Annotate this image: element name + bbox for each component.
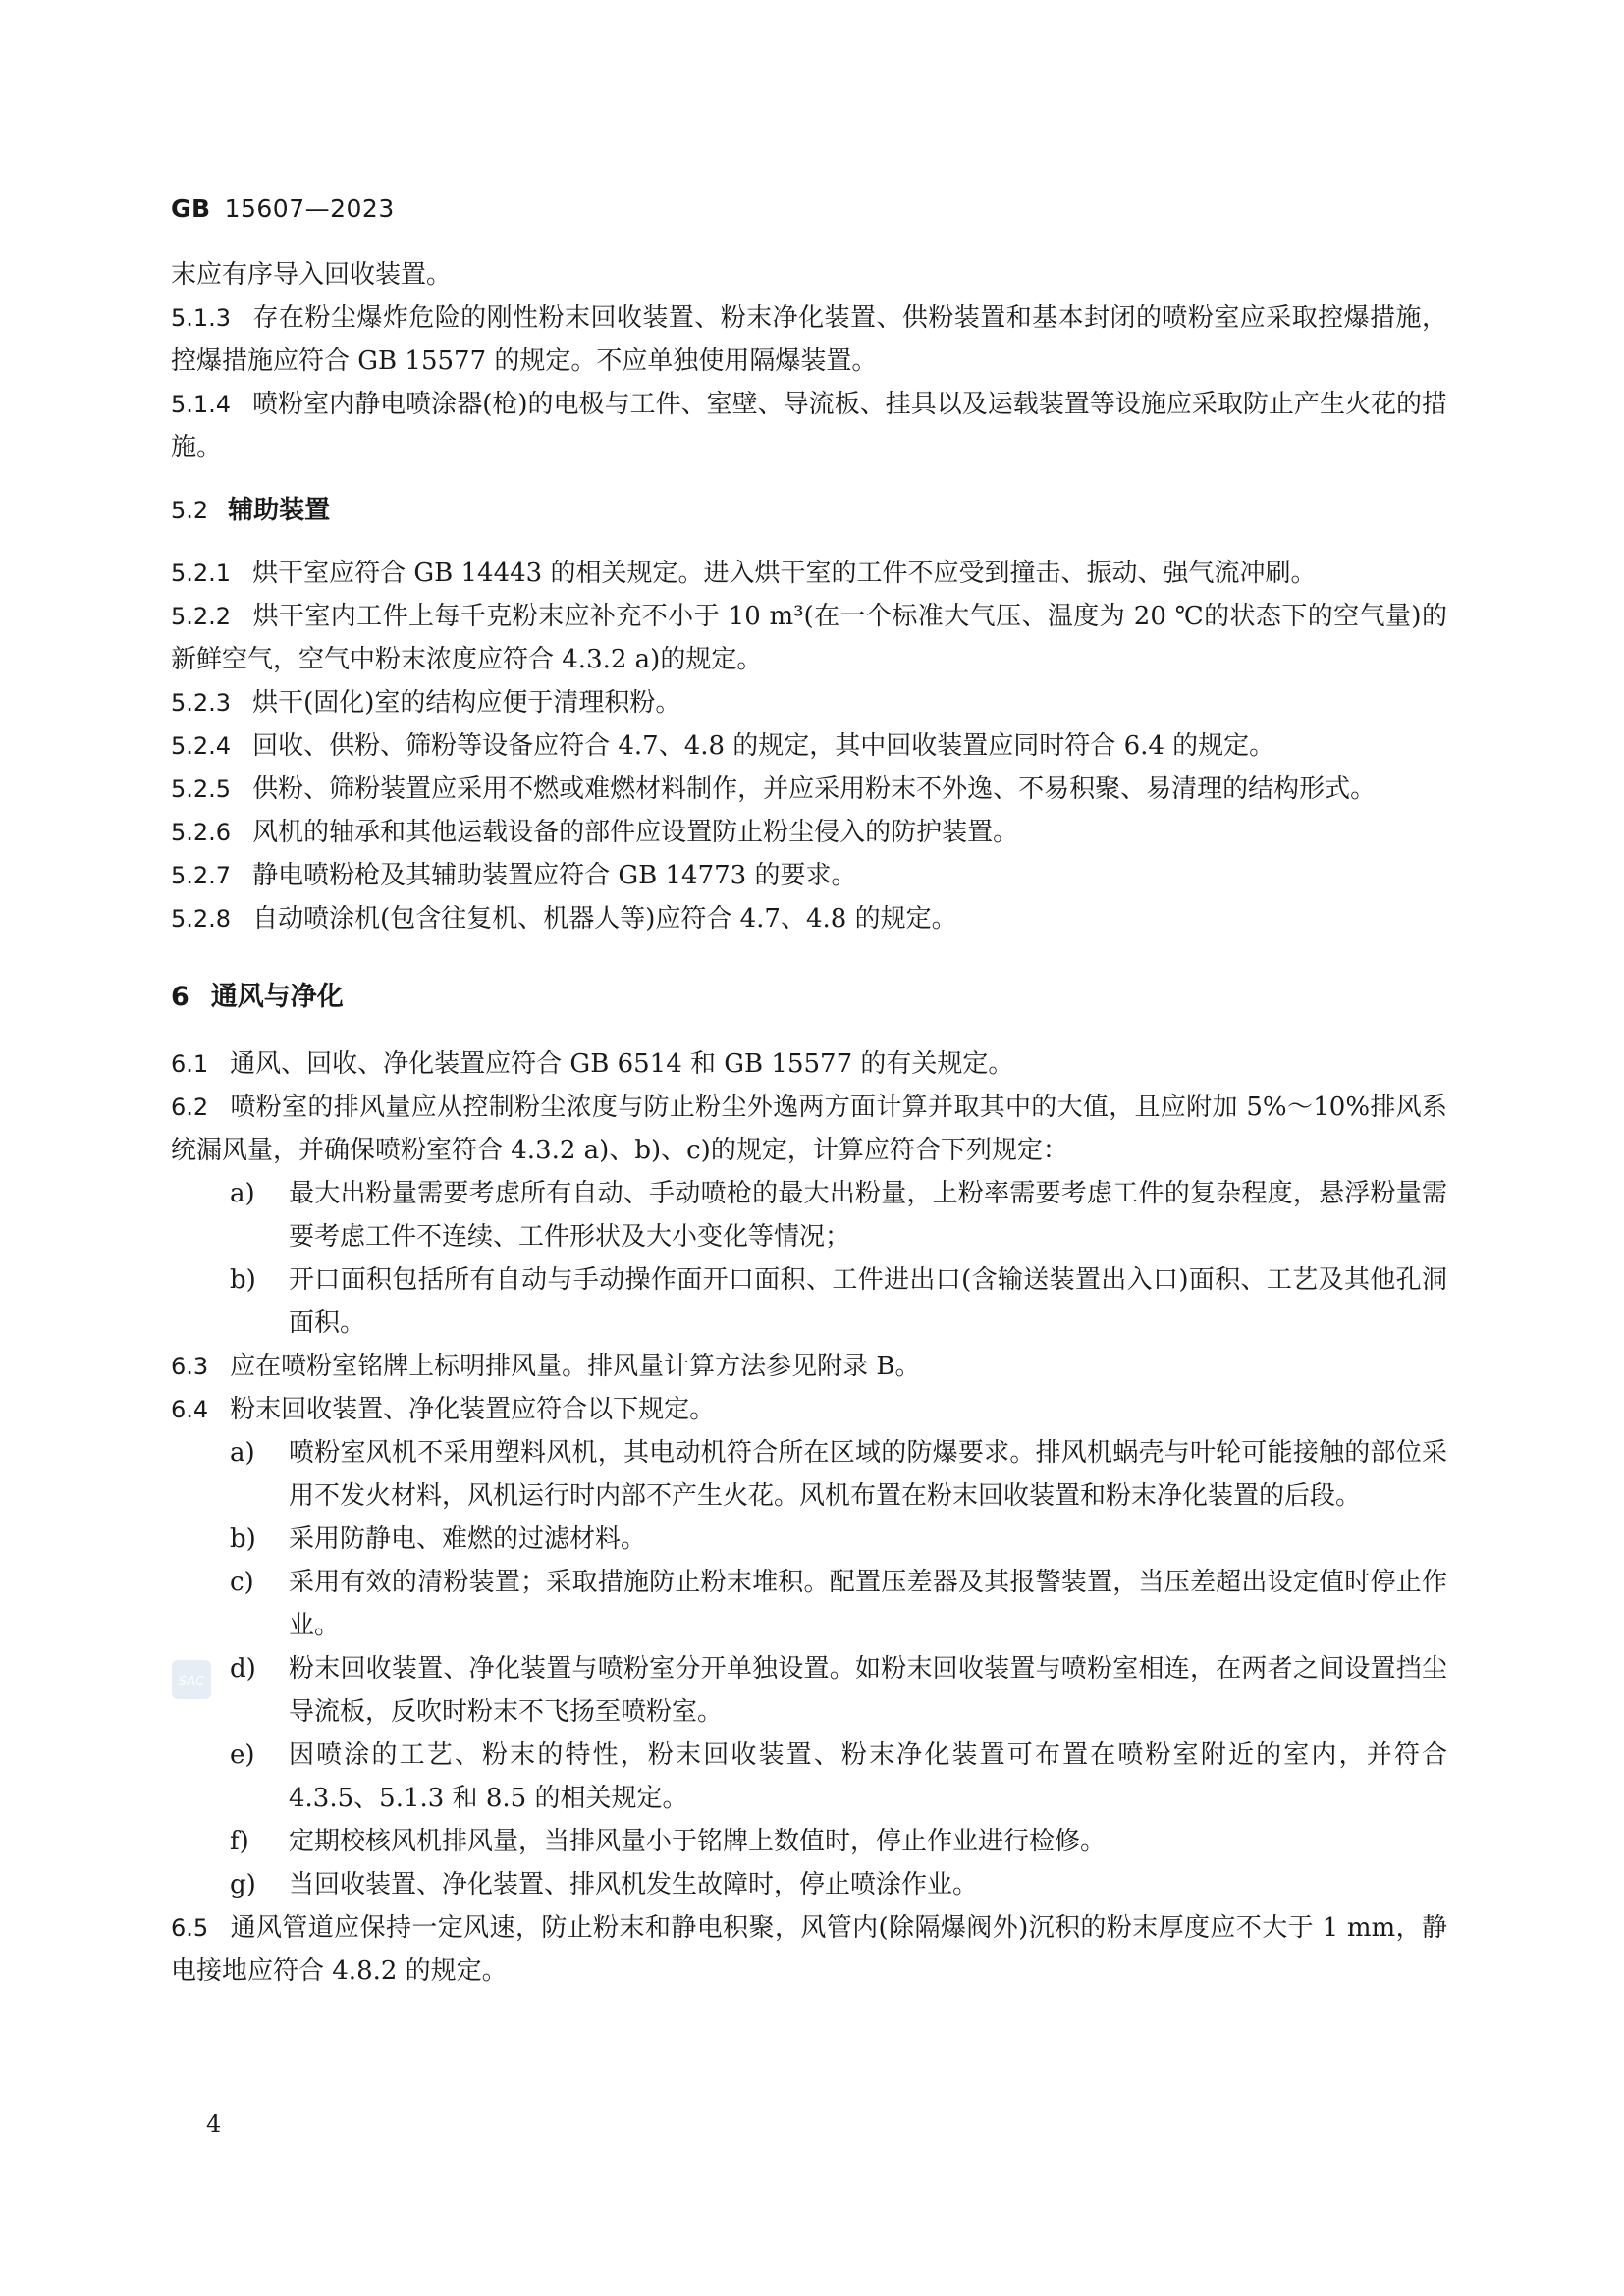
clause-5-2-7: 5.2.7 静电喷粉枪及其辅助装置应符合 GB 14773 的要求。 [171, 861, 857, 890]
clause-6-4: 6.4 粉末回收装置、净化装置应符合以下规定。 [171, 1395, 716, 1424]
standard-code: GB [171, 194, 211, 223]
standard-number: 15607—2023 [224, 194, 395, 223]
clause-5-2-4: 5.2.4 回收、供粉、筛粉等设备应符合 4.7、4.8 的规定，其中回收装置应同时符合 6.4 的规定。 [171, 731, 1275, 761]
clause-6-5: 6.5 通风管道应保持一定风速，防止粉末和静电积聚，风管内(除隔爆阀外)沉积的粉末厚度应不大于 1 mm，静电接地应符合 4.8.2 的规定。 [171, 1913, 1447, 1986]
page-content [171, 253, 1447, 1993]
clause-5-1-3: 5.1.3 存在粉尘爆炸危险的刚性粉末回收装置、粉末净化装置、供粉装置和基本封闭的喷粉室应采取控爆措施，控爆措施应符合 GB 15577 的规定。不应单独使用隔爆装置。 [171, 303, 1447, 376]
list-item: g) 当回收装置、净化装置、排风机发生故障时，停止喷涂作业。 [230, 1870, 979, 1899]
clause-5-2-8: 5.2.8 自动喷涂机(包含往复机、机器人等)应符合 4.7、4.8 的规定。 [171, 904, 957, 934]
svg-text:SAC: SAC [178, 1675, 205, 1689]
list-item: a) 喷粉室风机不采用塑料风机，其电动机符合所在区域的防爆要求。排风机蜗壳与叶轮可能接触的部位采用不发火材料，风机运行时内部不产生火花。风机布置在粉末回收装置和粉末净化装置的后段。 [230, 1438, 1447, 1511]
clause-5-1-4: 5.1.4 喷粉室内静电喷涂器(枪)的电极与工件、室壁、导流板、挂具以及运载装置等设施应采取防止产生火花的措施。 [171, 390, 1447, 462]
list-item: c) 采用有效的清粉装置；采取措施防止粉末堆积。配置压差器及其报警装置，当压差超出设定值时停止作业。 [230, 1568, 1447, 1640]
list-item: a) 最大出粉量需要考虑所有自动、手动喷枪的最大出粉量，上粉率需要考虑工件的复杂程度，悬浮粉量需要考虑工件不连续、工件形状及大小变化等情况； [230, 1179, 1447, 1252]
standard-header [171, 194, 395, 223]
clause-6-2: 6.2 喷粉室的排风量应从控制粉尘浓度与防止粉尘外逸两方面计算并取其中的大值，且应附加 5%～10%排风系统漏风量，并确保喷粉室符合 4.3.2 a)、b)、c)的规定，计算应符合下列规定： [171, 1093, 1447, 1165]
list-item: b) 开口面积包括所有自动与手动操作面开口面积、工件进出口(含输送装置出入口)面积、工艺及其他孔洞面积。 [230, 1265, 1447, 1338]
clause-5-2-6: 5.2.6 风机的轴承和其他运载设备的部件应设置防止粉尘侵入的防护装置。 [171, 818, 1019, 847]
page-number: 4 [206, 2110, 222, 2138]
list-item: f) 定期校核风机排风量，当排风量小于铭牌上数值时，停止作业进行检修。 [230, 1827, 1107, 1856]
clause-6-3: 6.3 应在喷粉室铭牌上标明排风量。排风量计算方法参见附录 B。 [171, 1352, 921, 1381]
list-item: b) 采用防静电、难燃的过滤材料。 [230, 1524, 647, 1554]
clause-5-2-2: 5.2.2 烘干室内工件上每千克粉末应补充不小于 10 m³(在一个标准大气压、温度为 20 ℃的状态下的空气量)的新鲜空气，空气中粉末浓度应符合 4.3.2 a)的规定。 [171, 602, 1447, 674]
list-item: d) 粉末回收装置、净化装置与喷粉室分开单独设置。如粉末回收装置与喷粉室相连，在两者之间设置挡尘导流板，反吹时粉末不飞扬至喷粉室。 [230, 1654, 1447, 1727]
clause-5-2-1: 5.2.1 烘干室应符合 GB 14443 的相关规定。进入烘干室的工件不应受到撞击、振动、强气流冲刷。 [171, 559, 1317, 588]
clause-5-2-3: 5.2.3 烘干(固化)室的结构应便于清理积粉。 [171, 688, 681, 718]
clause-5-2-5: 5.2.5 供粉、筛粉装置应采用不燃或难燃材料制作，并应采用粉末不外逸、不易积聚、易清理的结构形式。 [171, 774, 1377, 804]
paragraph: 末应有序导入回收装置。 [171, 260, 453, 290]
section-heading-5-2: 5.2 辅助装置 [171, 496, 331, 525]
clause-6-1: 6.1 通风、回收、净化装置应符合 GB 6514 和 GB 15577 的有关规定。 [171, 1049, 1014, 1079]
chapter-heading-6: 6 通风与净化 [171, 982, 344, 1012]
list-item: e) 因喷涂的工艺、粉末的特性，粉末回收装置、粉末净化装置可布置在喷粉室附近的室内，并符合 4.3.5、5.1.3 和 8.5 的相关规定。 [230, 1740, 1447, 1813]
